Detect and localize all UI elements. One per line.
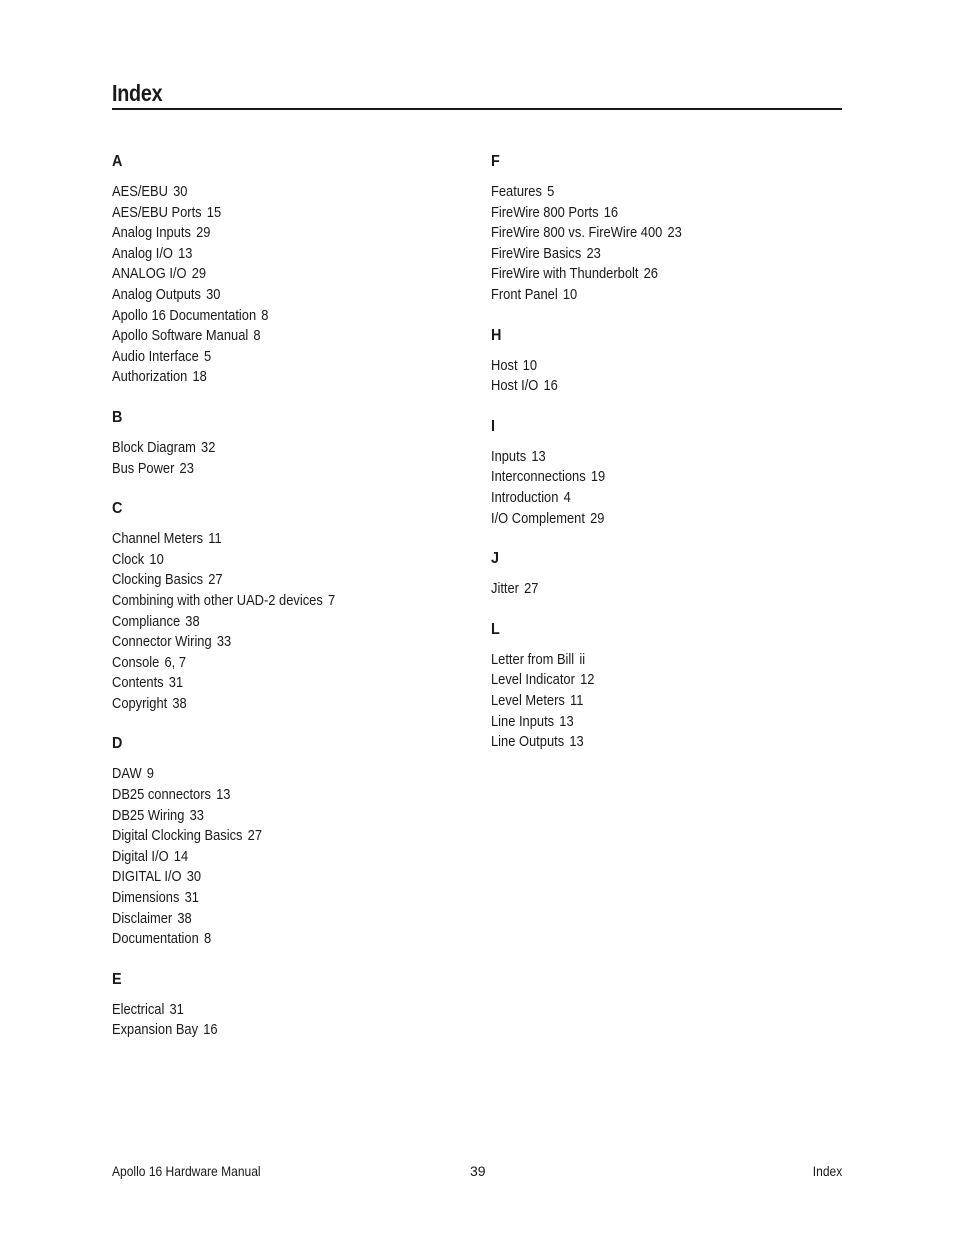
section-letter: F: [491, 153, 500, 170]
index-term: Console: [112, 653, 160, 671]
index-page-ref: 9: [146, 765, 154, 783]
index-entry: [112, 929, 422, 950]
index-page-ref: 8: [261, 306, 269, 324]
index-page-ref: 5: [547, 183, 555, 200]
index-term: FireWire 800 Ports: [491, 203, 599, 221]
index-term: Front Panel: [491, 285, 558, 303]
index-term: Introduction: [491, 488, 559, 506]
index-term: AES/EBU: [112, 183, 168, 200]
index-page-ref: 29: [196, 224, 211, 242]
index-page-ref: 4: [563, 488, 571, 506]
index-entry: [112, 438, 422, 459]
index-page-ref: 15: [206, 203, 222, 221]
index-entry: [491, 488, 801, 509]
index-entry: [112, 203, 422, 224]
index-term: Level Meters: [491, 691, 565, 709]
index-term: Authorization: [112, 368, 188, 386]
index-page-ref: 27: [524, 580, 539, 598]
page-title: Index: [112, 80, 163, 106]
index-term: AES/EBU Ports: [112, 203, 202, 221]
index-entry: [112, 888, 422, 909]
index-term: Interconnections: [491, 468, 586, 486]
index-section-e: [112, 970, 472, 1041]
index-page-ref: 11: [208, 530, 222, 548]
index-page-ref: 23: [179, 459, 194, 477]
section-letter: A: [112, 153, 123, 170]
index-term: Features: [491, 183, 542, 200]
index-page-ref: 38: [172, 694, 187, 712]
index-entry: [112, 367, 422, 388]
index-entry: [112, 459, 422, 480]
index-entry: [491, 223, 801, 244]
index-entry: [112, 909, 422, 930]
index-term: ANALOG I/O: [112, 265, 187, 283]
index-page-ref: 32: [201, 438, 216, 456]
index-entry: [491, 447, 801, 468]
index-term: Digital Clocking Basics: [112, 827, 243, 845]
index-entry: [491, 376, 801, 397]
index-term: Clock: [112, 550, 145, 568]
index-term: Electrical: [112, 1000, 165, 1018]
index-section-j: [491, 549, 851, 600]
index-page-ref: ii: [579, 650, 586, 668]
index-page-ref: 31: [168, 674, 184, 692]
index-section-c: [112, 499, 472, 714]
index-entry: [112, 673, 422, 694]
index-page-ref: 18: [192, 368, 207, 386]
index-term: Clocking Basics: [112, 571, 204, 589]
index-section-b: [112, 408, 472, 479]
index-page-ref: 7: [327, 591, 336, 609]
section-letter: D: [112, 735, 123, 753]
index-entry: [491, 650, 801, 671]
index-page-ref: 13: [216, 786, 231, 804]
index-page-ref: 27: [208, 571, 223, 589]
index-page-ref: 13: [569, 733, 584, 751]
index-term: Line Inputs: [491, 712, 555, 730]
index-page-ref: 26: [643, 265, 658, 283]
index-entry: [112, 529, 422, 550]
index-entry: [112, 1020, 422, 1041]
index-page-ref: 30: [186, 868, 202, 886]
index-page-ref: 6, 7: [164, 653, 187, 671]
section-letter: E: [112, 970, 122, 988]
index-entry: [112, 570, 422, 591]
index-entry: [112, 285, 422, 306]
index-term: Level Indicator: [491, 671, 575, 689]
index-term: DAW: [112, 765, 142, 783]
index-term: Analog I/O: [112, 244, 173, 262]
index-term: Digital I/O: [112, 847, 169, 865]
index-entry: [491, 579, 801, 600]
index-page-ref: 10: [149, 550, 164, 568]
index-section-f: [491, 152, 851, 306]
index-term: DB25 connectors: [112, 786, 211, 804]
index-page-ref: 23: [586, 244, 601, 262]
index-term: Compliance: [112, 612, 181, 630]
index-term: Line Outputs: [491, 733, 565, 751]
index-term: Connector Wiring: [112, 633, 212, 651]
index-page-ref: 10: [562, 285, 578, 303]
index-page-ref: 29: [590, 509, 605, 527]
index-term: FireWire with Thunderbolt: [491, 265, 639, 283]
index-section-l: [491, 620, 851, 753]
index-term: Dimensions: [112, 889, 180, 907]
index-term: Contents: [112, 674, 164, 692]
index-entry: [491, 244, 801, 265]
index-entry: [112, 764, 422, 785]
index-page-ref: 11: [570, 691, 584, 709]
index-page-ref: 13: [178, 244, 193, 262]
index-term: Inputs: [491, 447, 527, 465]
index-entry: [112, 347, 422, 368]
index-term: Apollo 16 Documentation: [112, 306, 257, 324]
index-entry: [112, 244, 422, 265]
index-term: I/O Complement: [491, 509, 585, 527]
index-entry: [112, 550, 422, 571]
index-section-a: [112, 152, 472, 388]
index-entry: [491, 691, 801, 712]
index-term: Bus Power: [112, 459, 175, 477]
index-term: Analog Inputs: [112, 224, 191, 242]
index-entry: [112, 326, 422, 347]
section-letter: C: [112, 500, 123, 518]
index-entry: [491, 356, 801, 377]
index-section-d: [112, 734, 472, 949]
section-letter: I: [491, 417, 496, 435]
index-entry: [112, 223, 422, 244]
index-term: Documentation: [112, 930, 199, 948]
index-entry: [112, 632, 422, 653]
index-term: Disclaimer: [112, 909, 173, 927]
index-term: Jitter: [491, 580, 519, 598]
index-entry: [112, 806, 422, 827]
index-column-left: [112, 152, 472, 1061]
index-entry: [112, 612, 422, 633]
index-section-h: [491, 326, 851, 397]
index-page-ref: 29: [191, 265, 207, 283]
index-page-ref: 30: [206, 285, 221, 303]
index-page-ref: 19: [590, 468, 606, 486]
index-page-ref: 27: [247, 827, 263, 845]
index-page-ref: 33: [216, 633, 232, 651]
index-entry: [112, 264, 422, 285]
index-page-ref: 16: [543, 377, 558, 395]
index-page-ref: 38: [177, 909, 192, 927]
section-letter: B: [112, 408, 123, 426]
index-entry: [112, 826, 422, 847]
index-term: Combining with other UAD-2 devices: [112, 591, 323, 609]
index-entry: [491, 264, 801, 285]
index-entry: [112, 591, 422, 612]
index-page-ref: 10: [522, 356, 538, 374]
index-page-ref: 14: [173, 847, 189, 865]
title-rule: [112, 108, 842, 110]
index-entry: [491, 182, 801, 203]
index-term: FireWire Basics: [491, 244, 582, 262]
index-term: Block Diagram: [112, 438, 196, 456]
section-letter: L: [491, 620, 500, 638]
index-entry: [112, 785, 422, 806]
index-column-right: [491, 152, 851, 773]
index-entry: [491, 509, 801, 530]
index-page-ref: 13: [531, 447, 546, 465]
index-page-ref: 5: [203, 347, 212, 365]
index-term: Host: [491, 356, 518, 374]
index-entry: [491, 732, 801, 753]
section-letter: H: [491, 326, 502, 344]
index-page-ref: 13: [559, 712, 574, 730]
index-entry: [491, 285, 801, 306]
index-page-ref: 33: [189, 806, 204, 824]
index-entry: [112, 867, 422, 888]
index-term: DB25 Wiring: [112, 806, 185, 824]
index-section-i: [491, 417, 851, 529]
index-term: Copyright: [112, 694, 168, 712]
index-page-ref: 8: [253, 327, 261, 345]
footer-page-number: 39: [470, 1163, 486, 1179]
index-term: Channel Meters: [112, 530, 204, 548]
index-term: Letter from Bill: [491, 650, 575, 668]
index-page-ref: 16: [603, 203, 619, 221]
index-page-ref: 16: [203, 1021, 218, 1039]
index-entry: [112, 182, 422, 203]
index-term: Analog Outputs: [112, 285, 201, 303]
index-term: FireWire 800 vs. FireWire 400: [491, 224, 663, 242]
index-entry: [112, 694, 422, 715]
index-term: Audio Interface: [112, 347, 199, 365]
index-term: Apollo Software Manual: [112, 327, 249, 345]
index-entry: [112, 306, 422, 327]
index-page-ref: 8: [203, 930, 212, 948]
section-letter: J: [491, 550, 500, 568]
index-page-ref: 30: [173, 183, 188, 200]
index-page-ref: 12: [580, 671, 595, 689]
index-page-ref: 31: [169, 1000, 184, 1018]
footer-section-name: Index: [812, 1163, 842, 1179]
index-entry: [491, 712, 801, 733]
index-entry: [491, 670, 801, 691]
index-entry: [491, 467, 801, 488]
index-page-ref: 31: [184, 889, 199, 907]
index-term: Expansion Bay: [112, 1021, 199, 1039]
index-entry: [112, 653, 422, 674]
index-entry: [491, 203, 801, 224]
index-entry: [112, 1000, 422, 1021]
index-entry: [112, 847, 422, 868]
footer-manual-title: Apollo 16 Hardware Manual: [112, 1163, 261, 1179]
index-page-ref: 23: [667, 224, 682, 242]
index-term: DIGITAL I/O: [112, 868, 182, 886]
index-page-ref: 38: [185, 612, 200, 630]
index-term: Host I/O: [491, 377, 539, 395]
